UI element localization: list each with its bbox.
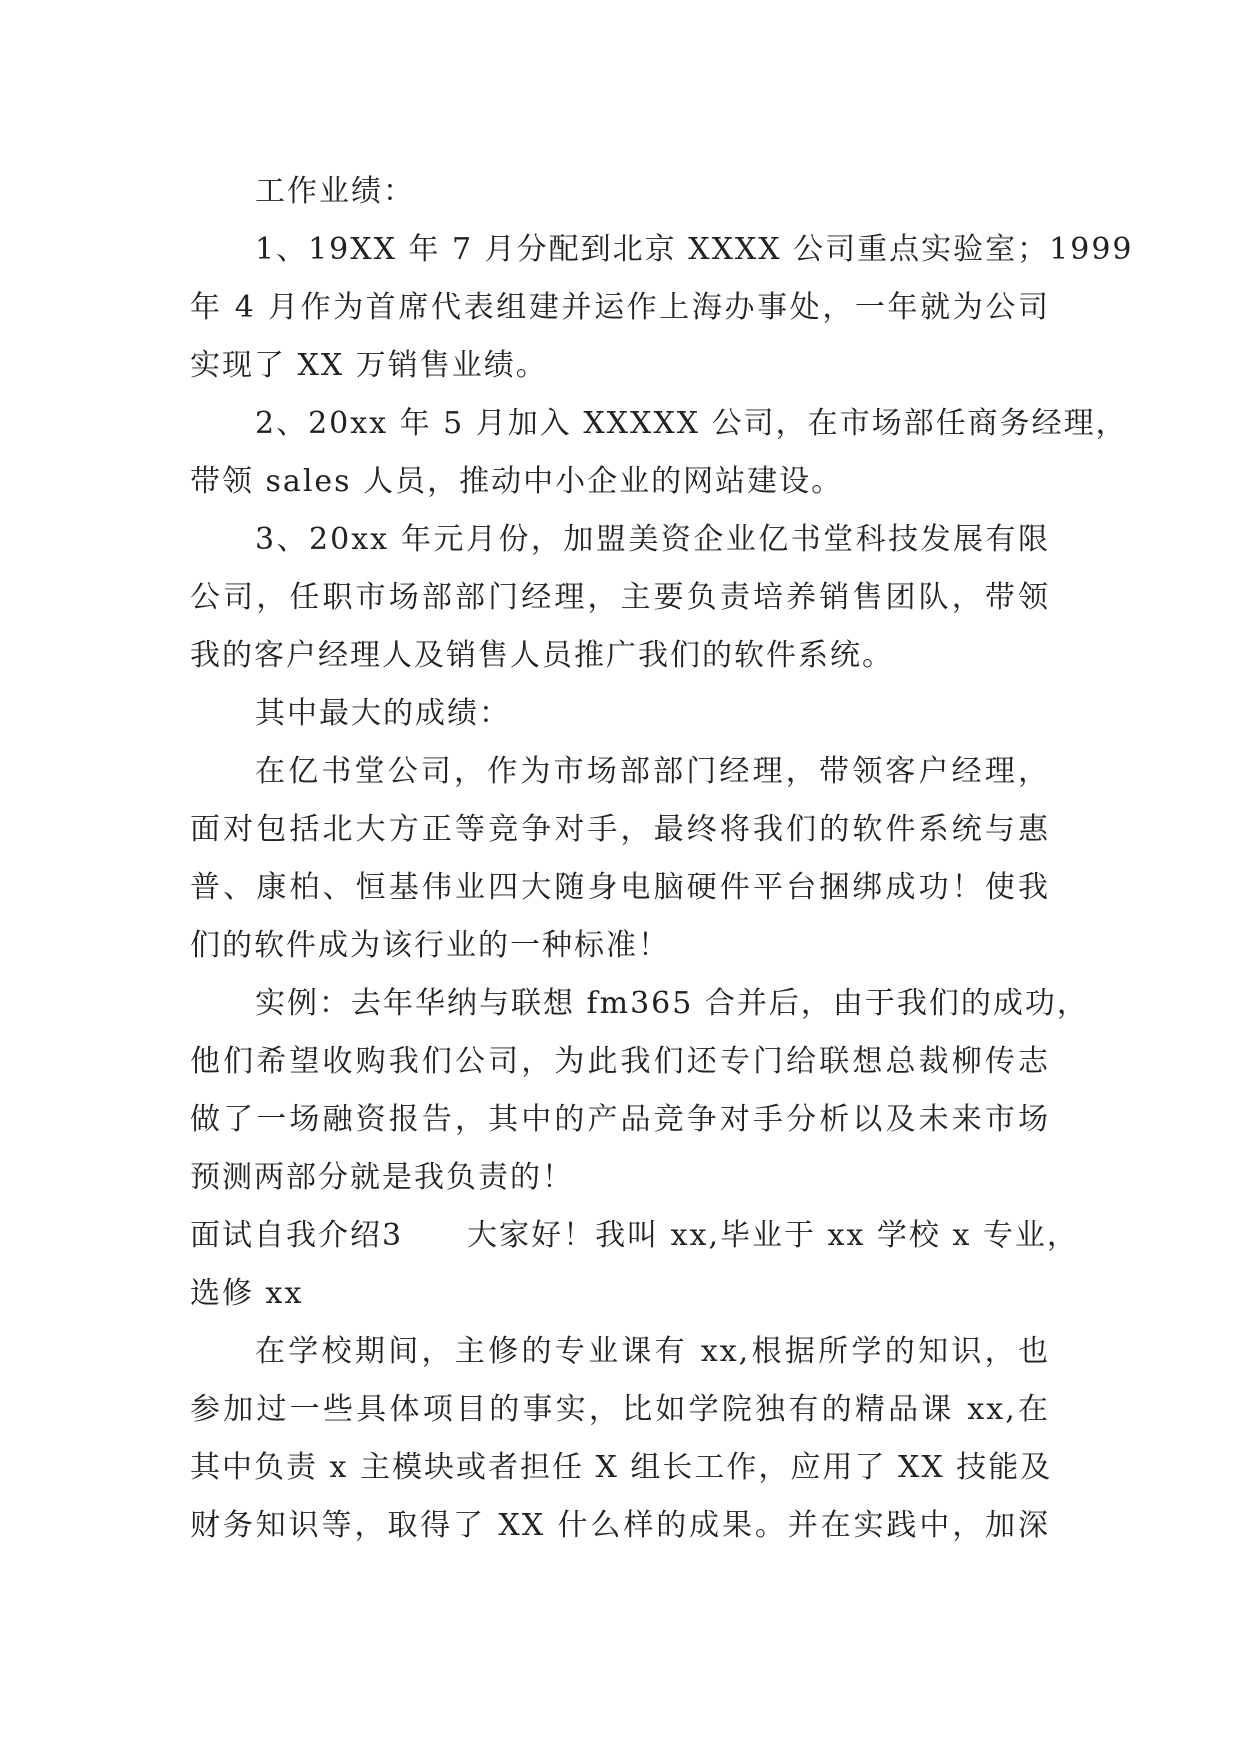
section-heading-achievements: 工作业绩：: [255, 174, 415, 209]
paragraph-line: 在学校期间，主修的专业课有 xx,根据所学的知识，也: [255, 1334, 1050, 1369]
document-body: [190, 163, 1134, 1555]
paragraph-line: 们的软件成为该行业的一种标准！: [190, 928, 670, 963]
paragraph-line: 在亿书堂公司，作为市场部部门经理，带领客户经理，: [255, 754, 1050, 789]
paragraph-line: 面对包括北大方正等竞争对手，最终将我们的软件系统与惠: [190, 812, 1050, 847]
paragraph-line: 2、20xx 年 5 月加入 XXXXX 公司，在市场部任商务经理，: [255, 406, 1128, 441]
paragraph-line: 实例：去年华纳与联想 fm365 合并后，由于我们的成功，: [255, 986, 1089, 1021]
paragraph-line: 年 4 月作为首席代表组建并运作上海办事处，一年就为公司: [190, 290, 1050, 325]
paragraph-line: 我的客户经理人及销售人员推广我们的软件系统。: [190, 638, 894, 673]
paragraph-line: 财务知识等，取得了 XX 什么样的成果。并在实践中，加深: [190, 1508, 1050, 1543]
paragraph-line: 实现了 XX 万销售业绩。: [190, 348, 548, 383]
paragraph-line: 1、19XX 年 7 月分配到北京 XXXX 公司重点实验室；1999: [255, 232, 1134, 267]
section-heading-self-introduction: 面试自我介绍3 大家好！我叫 xx,毕业于 xx 学校 x 专业，: [190, 1218, 1079, 1253]
paragraph-line: 参加过一些具体项目的事实，比如学院独有的精品课 xx,在: [190, 1392, 1050, 1427]
section-heading-biggest-achievement: 其中最大的成绩：: [255, 696, 511, 731]
paragraph-line: 预测两部分就是我负责的！: [190, 1160, 574, 1195]
paragraph-line: 公司，任职市场部部门经理，主要负责培养销售团队，带领: [190, 580, 1050, 615]
paragraph-line: 选修 xx: [190, 1276, 304, 1311]
paragraph-line: 3、20xx 年元月份，加盟美资企业亿书堂科技发展有限: [255, 522, 1050, 557]
paragraph-line: 他们希望收购我们公司，为此我们还专门给联想总裁柳传志: [190, 1044, 1050, 1079]
paragraph-line: 其中负责 x 主模块或者担任 X 组长工作，应用了 XX 技能及: [190, 1450, 1053, 1485]
paragraph-line: 普、康柏、恒基伟业四大随身电脑硬件平台捆绑成功！使我: [190, 870, 1050, 905]
paragraph-line: 做了一场融资报告，其中的产品竞争对手分析以及未来市场: [190, 1102, 1050, 1137]
paragraph-line: 带领 sales 人员，推动中小企业的网站建设。: [190, 464, 844, 499]
